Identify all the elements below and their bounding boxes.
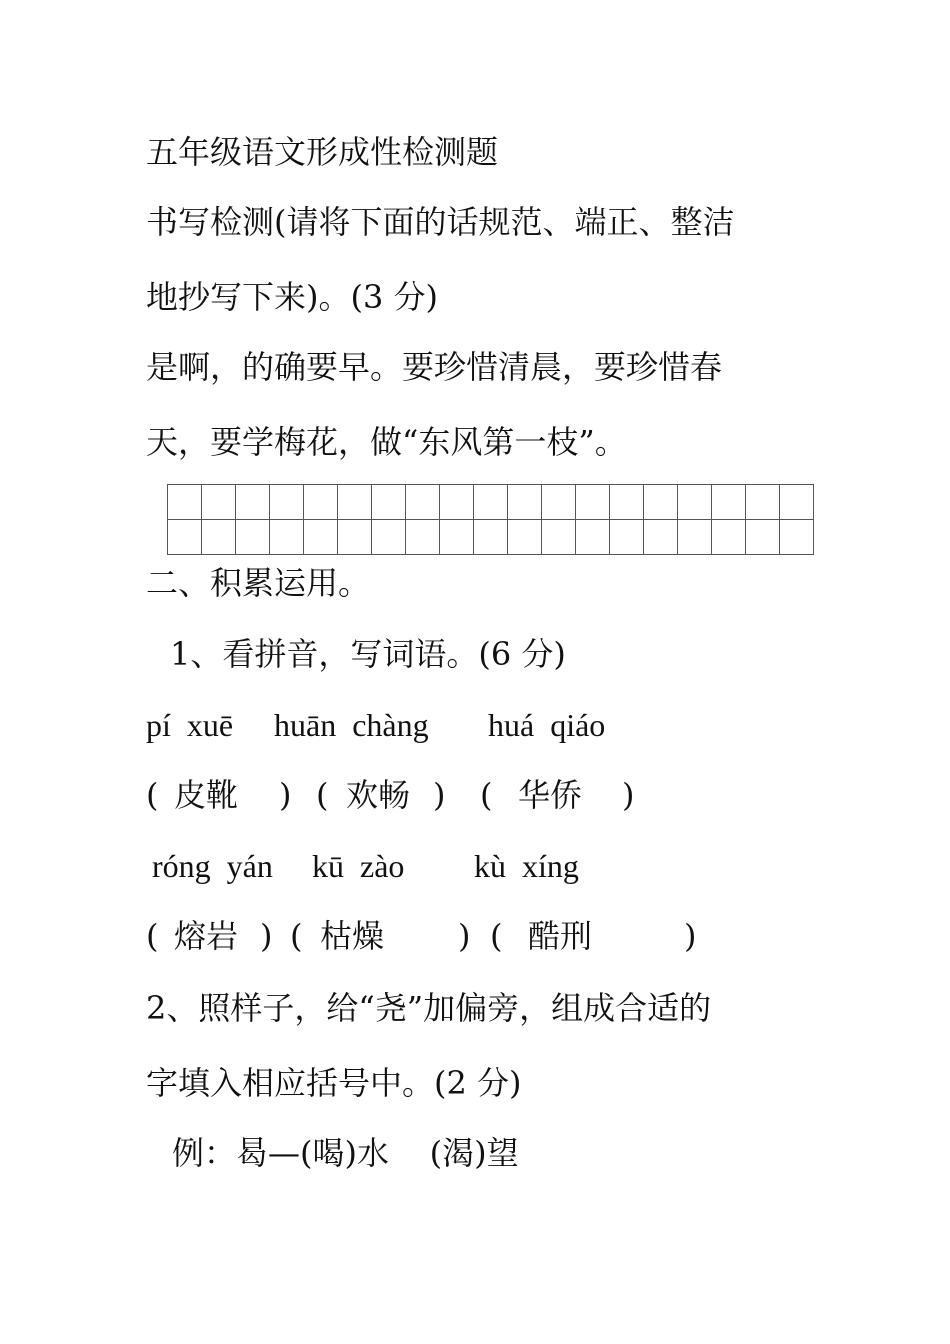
writing-instruction-line2: 地抄写下来)。(3 分): [146, 278, 438, 316]
passage-line1: 是啊，的确要早。要珍惜清晨，要珍惜春: [146, 348, 723, 386]
writing-grid-cell[interactable]: [780, 485, 814, 520]
writing-grid-cell[interactable]: [542, 485, 576, 520]
writing-grid-cell[interactable]: [746, 520, 780, 555]
writing-grid-cell[interactable]: [474, 485, 508, 520]
answer-bracket-open-4: (: [146, 917, 159, 955]
answer-bracket-open-2: (: [316, 776, 329, 814]
writing-grid-cell[interactable]: [168, 485, 202, 520]
q2-title-line1: 2、照样子，给“尧”加偏旁，组成合适的: [146, 989, 712, 1027]
pinyin-3: huá qiáo: [488, 707, 606, 743]
writing-grid-cell[interactable]: [576, 520, 610, 555]
section2-heading: 二、积累运用。: [146, 564, 371, 602]
writing-grid[interactable]: [167, 484, 814, 555]
answer-bracket-close-6: ): [684, 917, 697, 955]
writing-grid-cell[interactable]: [372, 485, 406, 520]
writing-grid-cell[interactable]: [678, 520, 712, 555]
writing-grid-cell[interactable]: [644, 485, 678, 520]
writing-grid-cell[interactable]: [406, 520, 440, 555]
answer-bracket-close-1: ): [279, 776, 292, 814]
writing-grid-cell[interactable]: [610, 485, 644, 520]
writing-grid-cell[interactable]: [236, 485, 270, 520]
writing-grid-cell[interactable]: [712, 520, 746, 555]
writing-grid-cell[interactable]: [610, 520, 644, 555]
writing-grid-cell[interactable]: [304, 520, 338, 555]
answer-bracket-open-1: (: [146, 776, 159, 814]
writing-grid-cell[interactable]: [712, 485, 746, 520]
writing-grid-cell[interactable]: [644, 520, 678, 555]
writing-grid-cell[interactable]: [338, 485, 372, 520]
answer-3: 华侨: [518, 776, 583, 814]
pinyin-4: róng yán: [152, 848, 273, 884]
writing-grid-cell[interactable]: [508, 520, 542, 555]
answer-6: 酷刑: [528, 917, 593, 955]
writing-grid-cell[interactable]: [440, 485, 474, 520]
writing-grid-cell[interactable]: [338, 520, 372, 555]
answer-1: 皮靴: [174, 776, 239, 814]
writing-grid-cell[interactable]: [236, 520, 270, 555]
pinyin-2: huān chàng: [274, 707, 429, 743]
writing-grid-cell[interactable]: [508, 485, 542, 520]
writing-grid-cell[interactable]: [270, 485, 304, 520]
page-title: 五年级语文形成性检测题: [146, 133, 499, 171]
q2-title-line2: 字填入相应括号中。(2 分): [146, 1064, 522, 1102]
passage-line2: 天，要学梅花，做“东风第一枝”。: [146, 423, 627, 461]
answer-bracket-close-2: ): [433, 776, 446, 814]
writing-grid-cell[interactable]: [780, 520, 814, 555]
answer-bracket-open-5: (: [290, 917, 303, 955]
writing-grid-cell[interactable]: [542, 520, 576, 555]
writing-grid-cell[interactable]: [202, 485, 236, 520]
writing-grid-cell[interactable]: [746, 485, 780, 520]
writing-grid-cell[interactable]: [372, 520, 406, 555]
writing-grid-row: [168, 485, 814, 520]
pinyin-1: pí xuē: [146, 707, 234, 743]
answer-bracket-close-5: ): [458, 917, 471, 955]
writing-grid-cell[interactable]: [304, 485, 338, 520]
answer-2: 欢畅: [346, 776, 411, 814]
pinyin-6: kù xíng: [474, 848, 579, 884]
writing-grid-cell[interactable]: [202, 520, 236, 555]
writing-grid-cell[interactable]: [168, 520, 202, 555]
answer-bracket-open-3: (: [480, 776, 493, 814]
writing-grid-cell[interactable]: [576, 485, 610, 520]
writing-grid-cell[interactable]: [406, 485, 440, 520]
answer-bracket-open-6: (: [490, 917, 503, 955]
writing-grid-row: [168, 520, 814, 555]
writing-grid-cell[interactable]: [474, 520, 508, 555]
answer-bracket-close-3: ): [622, 776, 635, 814]
pinyin-5: kū zào: [312, 848, 405, 884]
q2-example: 例：曷—(喝)水 (渴)望: [172, 1134, 519, 1172]
q1-title: 1、看拼音，写词语。(6 分): [170, 635, 566, 673]
answer-5: 枯燥: [320, 917, 385, 955]
writing-grid-cell[interactable]: [440, 520, 474, 555]
answer-bracket-close-4: ): [260, 917, 273, 955]
writing-grid-cell[interactable]: [270, 520, 304, 555]
answer-4: 熔岩: [174, 917, 239, 955]
writing-grid-cell[interactable]: [678, 485, 712, 520]
writing-instruction-line1: 书写检测(请将下面的话规范、端正、整洁: [146, 203, 735, 241]
